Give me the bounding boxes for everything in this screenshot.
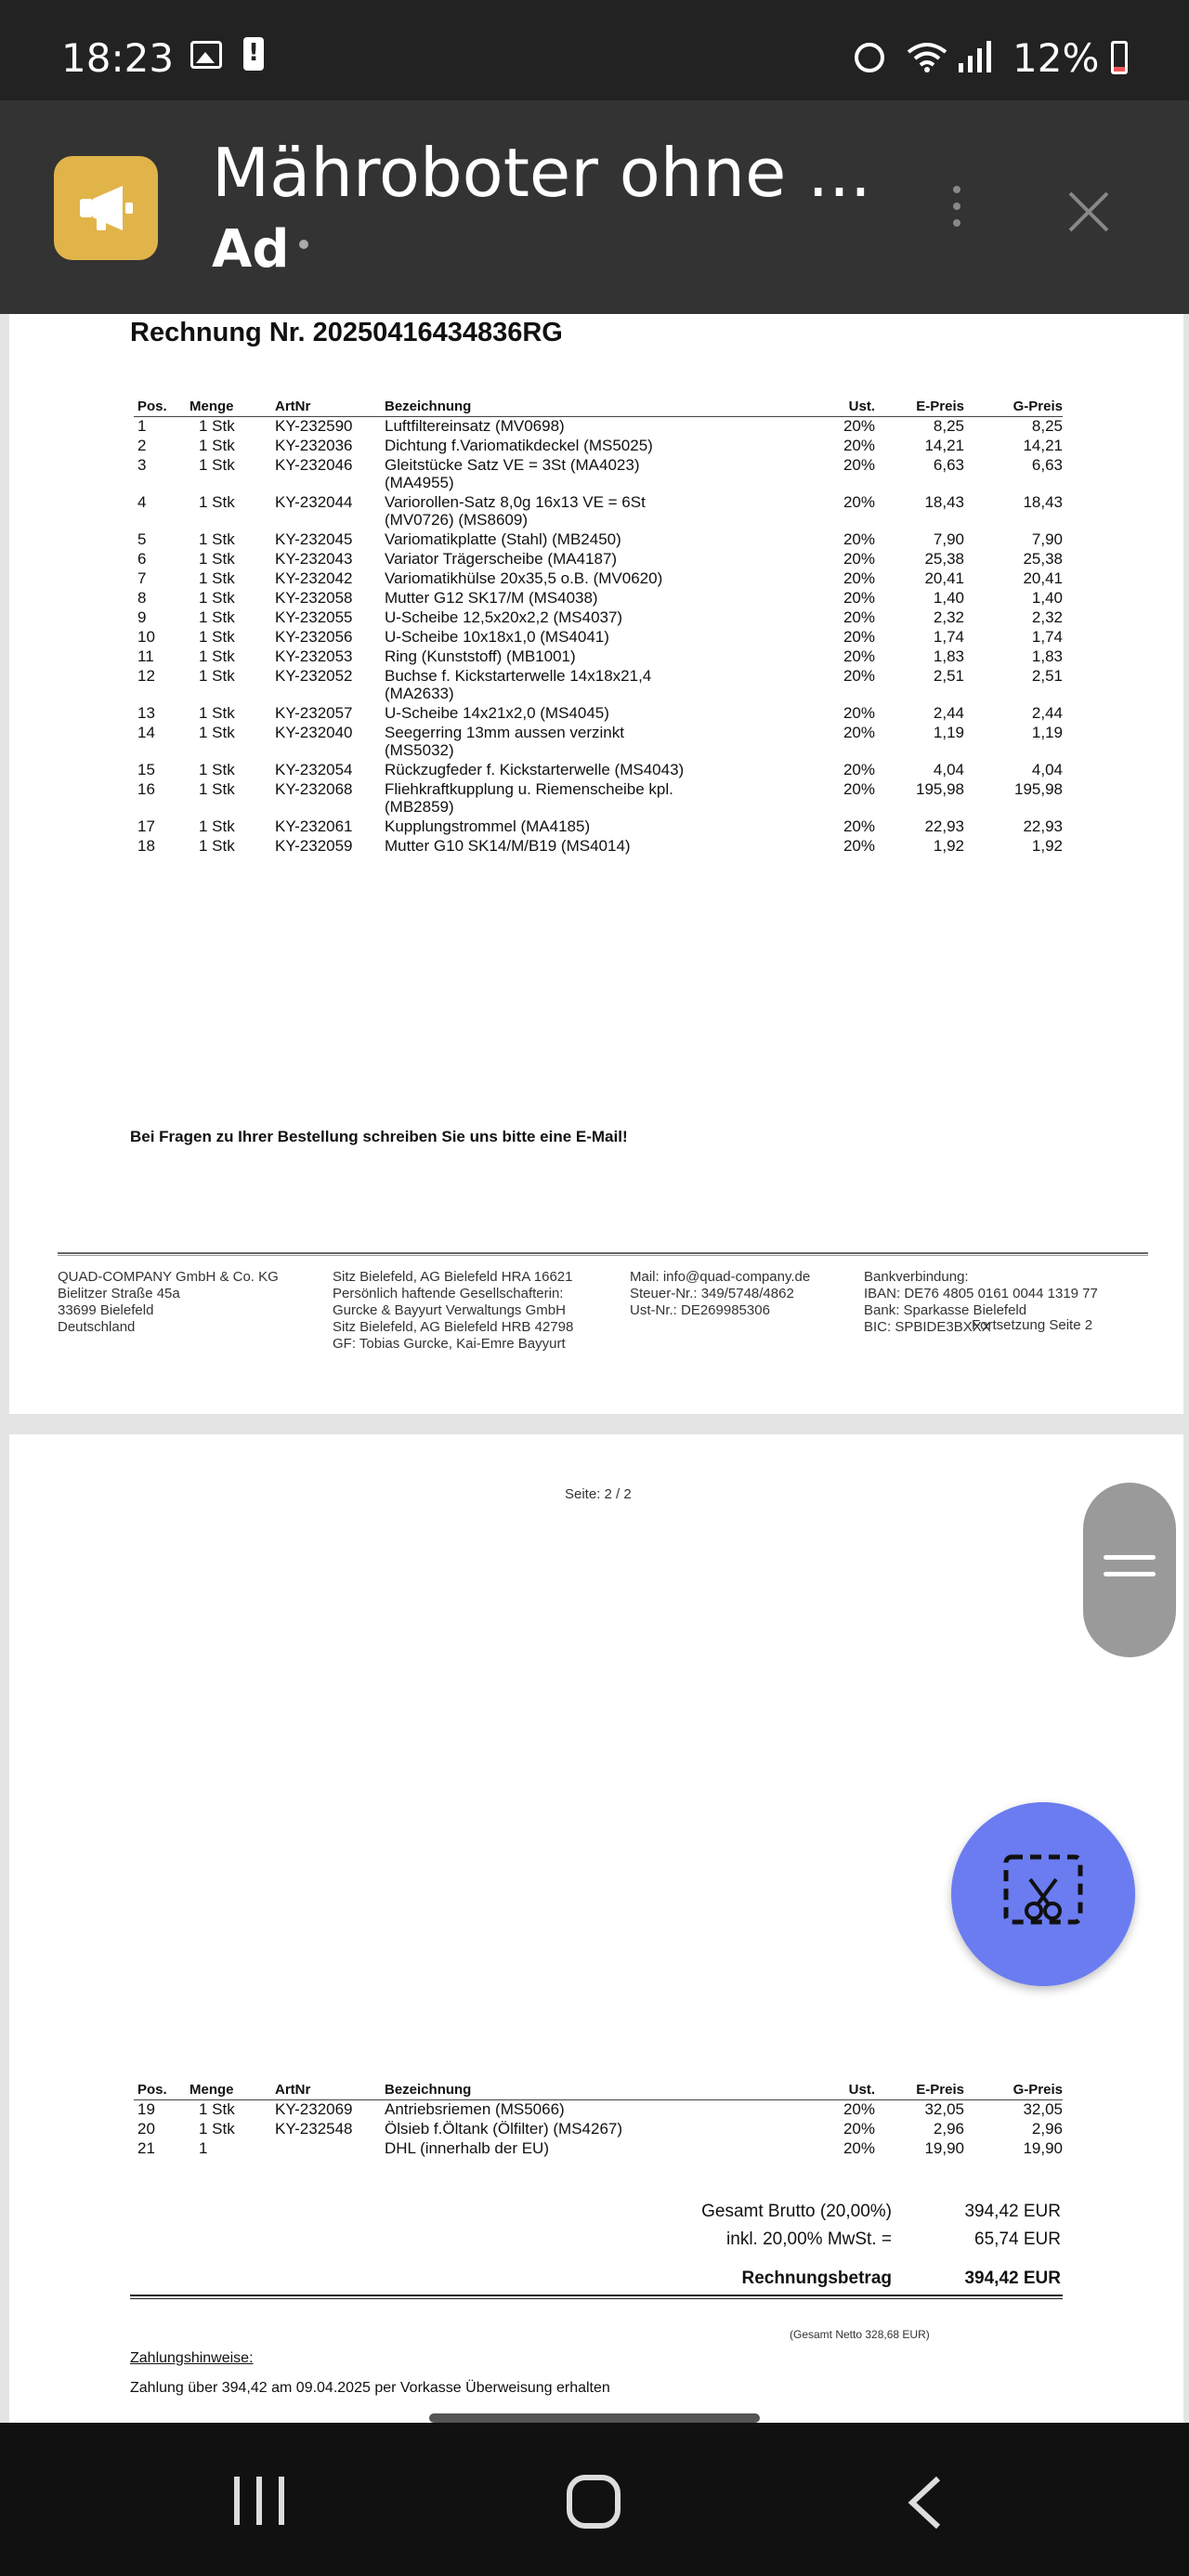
mwst-label: inkl. 20,00% MwSt. =: [726, 2229, 892, 2249]
netto-note: (Gesamt Netto 328,68 EUR): [790, 2328, 930, 2341]
cell-epreis: 32,05: [924, 2099, 964, 2118]
cell-bezeichnung: [385, 589, 801, 608]
table-row: [134, 569, 1063, 589]
table-row: [134, 628, 1063, 647]
cell-bezeichnung: [385, 2120, 801, 2139]
cell-gpreis: 18,43: [1023, 492, 1063, 511]
cell-bezeichnung: [385, 761, 801, 780]
cell-artnr: KY-232046: [275, 455, 353, 474]
bezeichnung-line: (MV0726) (MS8609): [385, 510, 529, 529]
home-icon[interactable]: [567, 2475, 621, 2529]
footer-line: GF: Tobias Gurcke, Kai-Emre Bayyurt: [333, 1336, 566, 1352]
cell-pos: 5: [137, 530, 147, 548]
cell-bezeichnung: [385, 550, 801, 569]
cell-bezeichnung: [385, 628, 801, 647]
footer-line: Sitz Bielefeld, AG Bielefeld HRA 16621: [333, 1269, 573, 1285]
cell-menge: 1 Stk: [199, 530, 235, 548]
footer-line: Mail: info@quad-company.de: [630, 1269, 811, 1285]
back-icon[interactable]: [905, 2475, 946, 2530]
cell-epreis: 1,74: [933, 627, 964, 646]
cell-gpreis: 14,21: [1023, 436, 1063, 454]
status-bar: [0, 0, 1189, 100]
cell-artnr: KY-232043: [275, 549, 353, 568]
battery-warning-icon: [243, 37, 264, 71]
table-row: [134, 608, 1063, 628]
col-header-artnr: ArtNr: [275, 2077, 385, 2099]
table-row: [134, 416, 1063, 437]
cell-gpreis: 1,40: [1031, 588, 1063, 607]
cell-pos: 7: [137, 569, 147, 587]
cell-pos: 17: [137, 817, 155, 835]
col-header-ust: Ust.: [801, 394, 875, 416]
cell-bezeichnung: [385, 2139, 801, 2159]
cell-menge: 1 Stk: [199, 436, 235, 454]
col-header-ust: Ust.: [801, 2077, 875, 2099]
footer-line: Bielitzer Straße 45a: [58, 1286, 180, 1301]
image-icon: [190, 41, 222, 69]
cell-ust: 20%: [843, 723, 875, 741]
cell-artnr: KY-232045: [275, 530, 353, 548]
cell-ust: 20%: [843, 779, 875, 798]
cell-menge: 1 Stk: [199, 779, 235, 798]
col-header-menge: Menge: [189, 394, 275, 416]
cell-pos: 4: [137, 492, 147, 511]
signal-icon: [957, 39, 994, 74]
cell-ust: 20%: [843, 647, 875, 665]
cell-gpreis: 8,25: [1031, 416, 1063, 435]
bezeichnung-line: Buchse f. Kickstarterwelle 14x18x21,4: [385, 666, 652, 685]
alarm-icon: [855, 43, 884, 72]
gesture-pill: [429, 2413, 760, 2423]
col-header-menge: Menge: [189, 2077, 275, 2099]
cell-gpreis: 32,05: [1023, 2099, 1063, 2118]
cell-epreis: 1,19: [933, 723, 964, 741]
cell-epreis: 4,04: [933, 760, 964, 778]
footer-line: Deutschland: [58, 1319, 136, 1335]
cell-epreis: 1,40: [933, 588, 964, 607]
cell-artnr: KY-232590: [275, 416, 353, 435]
cell-pos: 16: [137, 779, 155, 798]
cell-artnr: KY-232054: [275, 760, 353, 778]
cell-menge: 1 Stk: [199, 836, 235, 855]
cell-gpreis: 1,19: [1031, 723, 1063, 741]
table-row: [134, 2099, 1063, 2120]
table-row: [134, 550, 1063, 569]
cell-epreis: 20,41: [924, 569, 964, 587]
footer-legal: [333, 1269, 573, 1353]
table-row: [134, 704, 1063, 724]
recent-apps-icon[interactable]: [234, 2477, 286, 2525]
col-header-bezeichnung: Bezeichnung: [385, 394, 801, 416]
cell-bezeichnung: [385, 493, 801, 530]
cell-epreis: 22,93: [924, 817, 964, 835]
cell-gpreis: 4,04: [1031, 760, 1063, 778]
cell-artnr: KY-232040: [275, 723, 353, 741]
cell-pos: 20: [137, 2119, 155, 2138]
cell-artnr: KY-232042: [275, 569, 353, 587]
footer-line: Steuer-Nr.: 349/5748/4862: [630, 1286, 794, 1301]
cell-artnr: KY-232058: [275, 588, 353, 607]
footer-line: Ust-Nr.: DE269985306: [630, 1302, 770, 1318]
cell-menge: 1 Stk: [199, 627, 235, 646]
ad-label: Ad: [212, 219, 290, 280]
cell-ust: 20%: [843, 2099, 875, 2118]
cell-epreis: 14,21: [924, 436, 964, 454]
cell-epreis: 18,43: [924, 492, 964, 511]
brutto-value: 394,42 EUR: [964, 2202, 1061, 2221]
page-number: Seite: 2 / 2: [565, 1486, 632, 1502]
bezeichnung-line: Fliehkraftkupplung u. Riemenscheibe kpl.: [385, 779, 673, 798]
cell-ust: 20%: [843, 608, 875, 626]
col-header-gpreis: G-Preis: [964, 2077, 1063, 2099]
footer-line: QUAD-COMPANY GmbH & Co. KG: [58, 1269, 279, 1285]
megaphone-icon: [76, 182, 136, 234]
cell-artnr: KY-232052: [275, 666, 353, 685]
cell-artnr: KY-232061: [275, 817, 353, 835]
cell-epreis: 6,63: [933, 455, 964, 474]
cell-pos: 15: [137, 760, 155, 778]
table-row: [134, 667, 1063, 704]
cell-pos: 9: [137, 608, 147, 626]
bezeichnung-line: (MB2859): [385, 797, 454, 816]
bezeichnung-line: Variomatikhülse 20x35,5 o.B. (MV0620): [385, 569, 663, 587]
cell-menge: 1 Stk: [199, 760, 235, 778]
cell-gpreis: 25,38: [1023, 549, 1063, 568]
bezeichnung-line: (MA4955): [385, 473, 454, 491]
footer-line: Bankverbindung:: [864, 1269, 969, 1285]
cell-bezeichnung: [385, 608, 801, 628]
mwst-value: 65,74 EUR: [974, 2229, 1061, 2249]
cell-artnr: KY-232057: [275, 703, 353, 722]
cell-epreis: 2,44: [933, 703, 964, 722]
footer-line: 33699 Bielefeld: [58, 1302, 154, 1318]
cell-pos: 8: [137, 588, 147, 607]
betrag-label: Rechnungsbetrag: [741, 2269, 892, 2288]
cell-bezeichnung: [385, 569, 801, 589]
cell-artnr: KY-232056: [275, 627, 353, 646]
cell-ust: 20%: [843, 2119, 875, 2138]
screen-capture-scissors-icon: [1002, 1853, 1084, 1935]
cell-ust: 20%: [843, 703, 875, 722]
table-row: [134, 817, 1063, 837]
cell-artnr: KY-232055: [275, 608, 353, 626]
cell-menge: 1 Stk: [199, 416, 235, 435]
cell-epreis: 19,90: [924, 2138, 964, 2157]
table-header-row: [134, 394, 1063, 416]
cell-gpreis: 195,98: [1014, 779, 1063, 798]
cell-bezeichnung: [385, 724, 801, 761]
cell-artnr: KY-232548: [275, 2119, 353, 2138]
bezeichnung-line: Mutter G10 SK14/M/B19 (MS4014): [385, 836, 631, 855]
cell-gpreis: 20,41: [1023, 569, 1063, 587]
cell-menge: 1 Stk: [199, 608, 235, 626]
bezeichnung-line: Kupplungstrommel (MA4185): [385, 817, 591, 835]
bezeichnung-line: Variorollen-Satz 8,0g 16x13 VE = 6St: [385, 492, 646, 511]
bezeichnung-line: DHL (innerhalb der EU): [385, 2138, 549, 2157]
cell-epreis: 195,98: [916, 779, 964, 798]
cell-ust: 20%: [843, 455, 875, 474]
cell-menge: 1 Stk: [199, 647, 235, 665]
bezeichnung-line: U-Scheibe 10x18x1,0 (MS4041): [385, 627, 609, 646]
cell-ust: 20%: [843, 817, 875, 835]
bezeichnung-line: Variator Trägerscheibe (MA4187): [385, 549, 618, 568]
cell-menge: 1 Stk: [199, 455, 235, 474]
ad-logo[interactable]: [54, 156, 158, 260]
cell-gpreis: 19,90: [1023, 2138, 1063, 2157]
table-row: [134, 437, 1063, 456]
cell-pos: 1: [137, 416, 147, 435]
navigation-bar: [0, 2423, 1189, 2576]
cell-gpreis: 2,32: [1031, 608, 1063, 626]
cell-pos: 11: [137, 647, 154, 665]
cell-bezeichnung: [385, 647, 801, 667]
cell-epreis: 1,83: [933, 647, 964, 665]
cell-menge: 1 Stk: [199, 588, 235, 607]
cell-pos: 6: [137, 549, 147, 568]
cell-ust: 20%: [843, 530, 875, 548]
ad-banner[interactable]: [0, 100, 1189, 314]
cell-bezeichnung: [385, 456, 801, 493]
cell-menge: 1 Stk: [199, 2119, 235, 2138]
footer-company: [58, 1269, 279, 1336]
cell-pos: 21: [137, 2138, 155, 2157]
table-row: [134, 837, 1063, 856]
footer-line: IBAN: DE76 4805 0161 0044 1319 77: [864, 1286, 1098, 1301]
cell-artnr: KY-232044: [275, 492, 353, 511]
cell-gpreis: 22,93: [1023, 817, 1063, 835]
drag-handle-icon[interactable]: [1083, 1483, 1176, 1657]
cell-menge: 1 Stk: [199, 569, 235, 587]
col-header-gpreis: G-Preis: [964, 394, 1063, 416]
payment-title: Zahlungshinweise:: [130, 2350, 254, 2366]
cell-epreis: 7,90: [933, 530, 964, 548]
footer-line: BIC: SPBIDE3BXXX: [864, 1319, 991, 1335]
cell-epreis: 2,96: [933, 2119, 964, 2138]
cell-gpreis: 2,51: [1031, 666, 1063, 685]
cell-pos: 3: [137, 455, 147, 474]
cell-ust: 20%: [843, 492, 875, 511]
table-row: [134, 2139, 1063, 2159]
table-row: [134, 530, 1063, 550]
footer-line: Gurcke & Bayyurt Verwaltungs GmbH: [333, 1302, 566, 1318]
footer-line: Persönlich haftende Gesellschafterin:: [333, 1286, 564, 1301]
continuation-note: Fortsetzung Seite 2: [972, 1317, 1093, 1333]
question-note: Bei Fragen zu Ihrer Bestellung schreiben Sie uns bitte eine E-Mail!: [130, 1128, 628, 1145]
close-icon[interactable]: [1063, 186, 1115, 238]
items-body: [134, 416, 1063, 856]
cell-ust: 20%: [843, 416, 875, 435]
cell-menge: 1 Stk: [199, 703, 235, 722]
table-row: [134, 647, 1063, 667]
footer-divider: [58, 1252, 1148, 1256]
more-vert-icon[interactable]: [946, 186, 968, 238]
col-header-pos: Pos.: [134, 2077, 189, 2099]
payment-text: Zahlung über 394,42 am 09.04.2025 per Vorkasse Überweisung erhalten: [130, 2380, 610, 2396]
cell-bezeichnung: [385, 437, 801, 456]
cell-bezeichnung: [385, 667, 801, 704]
cell-menge: 1 Stk: [199, 549, 235, 568]
cell-menge: 1 Stk: [199, 2099, 235, 2118]
table-row: [134, 761, 1063, 780]
brutto-label: Gesamt Brutto (20,00%): [701, 2202, 892, 2221]
cell-menge: 1: [199, 2138, 208, 2157]
total-divider: [130, 2295, 1063, 2299]
cell-epreis: 1,92: [933, 836, 964, 855]
cell-ust: 20%: [843, 666, 875, 685]
cell-gpreis: 7,90: [1031, 530, 1063, 548]
cell-ust: 20%: [843, 2138, 875, 2157]
footer-line: Bank: Sparkasse Bielefeld: [864, 1302, 1027, 1318]
betrag-value: 394,42 EUR: [964, 2269, 1061, 2288]
table-row: [134, 780, 1063, 817]
cell-gpreis: 1,83: [1031, 647, 1063, 665]
table-row: [134, 589, 1063, 608]
bezeichnung-line: Rückzugfeder f. Kickstarterwelle (MS4043): [385, 760, 685, 778]
cell-bezeichnung: [385, 416, 801, 437]
bezeichnung-line: Seegerring 13mm aussen verzinkt: [385, 723, 624, 741]
status-time: 18:23: [61, 35, 175, 81]
cell-ust: 20%: [843, 549, 875, 568]
col-header-pos: Pos.: [134, 394, 189, 416]
cell-menge: 1 Stk: [199, 492, 235, 511]
items-table-page-2: [134, 2077, 1063, 2159]
cell-ust: 20%: [843, 836, 875, 855]
items-table-page-1: [134, 394, 1063, 856]
cell-epreis: 25,38: [924, 549, 964, 568]
ad-title[interactable]: Mähroboter ohne ...: [212, 134, 871, 212]
cell-ust: 20%: [843, 569, 875, 587]
wifi-icon: [906, 41, 948, 72]
cell-bezeichnung: [385, 837, 801, 856]
cell-gpreis: 1,92: [1031, 836, 1063, 855]
cell-pos: 19: [137, 2099, 155, 2118]
cell-ust: 20%: [843, 760, 875, 778]
bezeichnung-line: U-Scheibe 12,5x20x2,2 (MS4037): [385, 608, 623, 626]
battery-percentage: 12%: [1013, 35, 1100, 81]
cell-ust: 20%: [843, 627, 875, 646]
cell-gpreis: 2,44: [1031, 703, 1063, 722]
bezeichnung-line: Dichtung f.Variomatikdeckel (MS5025): [385, 436, 653, 454]
cell-artnr: KY-232036: [275, 436, 353, 454]
cell-menge: 1 Stk: [199, 817, 235, 835]
cell-bezeichnung: [385, 704, 801, 724]
bezeichnung-line: Mutter G12 SK17/M (MS4038): [385, 588, 598, 607]
bezeichnung-line: Variomatikplatte (Stahl) (MB2450): [385, 530, 621, 548]
cell-menge: 1 Stk: [199, 723, 235, 741]
cell-gpreis: 6,63: [1031, 455, 1063, 474]
cell-bezeichnung: [385, 2099, 801, 2120]
cell-pos: 18: [137, 836, 155, 855]
col-header-epreis: E-Preis: [875, 394, 964, 416]
table-row: [134, 456, 1063, 493]
cell-bezeichnung: [385, 817, 801, 837]
cell-epreis: 2,32: [933, 608, 964, 626]
cell-pos: 2: [137, 436, 147, 454]
cell-gpreis: 1,74: [1031, 627, 1063, 646]
table-header-row: [134, 2077, 1063, 2099]
cell-ust: 20%: [843, 588, 875, 607]
col-header-epreis: E-Preis: [875, 2077, 964, 2099]
cell-artnr: [275, 2139, 385, 2159]
cell-epreis: 2,51: [933, 666, 964, 685]
items-body: [134, 2099, 1063, 2159]
bezeichnung-line: Ölsieb f.Öltank (Ölfilter) (MS4267): [385, 2119, 623, 2138]
cell-pos: 13: [137, 703, 155, 722]
cell-pos: 10: [137, 627, 155, 646]
cell-artnr: KY-232069: [275, 2099, 353, 2118]
screen-capture-button[interactable]: [951, 1802, 1135, 1986]
cell-ust: 20%: [843, 436, 875, 454]
cell-menge: 1 Stk: [199, 666, 235, 685]
cell-gpreis: 2,96: [1031, 2119, 1063, 2138]
bezeichnung-line: Luftfiltereinsatz (MV0698): [385, 416, 565, 435]
bezeichnung-line: (MA2633): [385, 684, 454, 702]
cell-bezeichnung: [385, 780, 801, 817]
table-row: [134, 2120, 1063, 2139]
cell-bezeichnung: [385, 530, 801, 550]
cell-pos: 14: [137, 723, 155, 741]
bezeichnung-line: (MS5032): [385, 740, 454, 759]
bezeichnung-line: Gleitstücke Satz VE = 3St (MA4023): [385, 455, 640, 474]
footer-contact: [630, 1269, 810, 1319]
ad-dot: [299, 240, 308, 249]
table-row: [134, 493, 1063, 530]
col-header-artnr: ArtNr: [275, 394, 385, 416]
bezeichnung-line: Ring (Kunststoff) (MB1001): [385, 647, 576, 665]
table-row: [134, 724, 1063, 761]
cell-artnr: KY-232053: [275, 647, 353, 665]
invoice-page-1: [9, 314, 1183, 1414]
battery-icon: [1111, 41, 1128, 74]
footer-line: Sitz Bielefeld, AG Bielefeld HRB 42798: [333, 1319, 574, 1335]
col-header-bezeichnung: Bezeichnung: [385, 2077, 801, 2099]
invoice-title: Rechnung Nr. 20250416434836RG: [130, 318, 563, 347]
cell-pos: 12: [137, 666, 155, 685]
cell-artnr: KY-232068: [275, 779, 353, 798]
cell-artnr: KY-232059: [275, 836, 353, 855]
bezeichnung-line: U-Scheibe 14x21x2,0 (MS4045): [385, 703, 609, 722]
cell-epreis: 8,25: [933, 416, 964, 435]
bezeichnung-line: Antriebsriemen (MS5066): [385, 2099, 565, 2118]
